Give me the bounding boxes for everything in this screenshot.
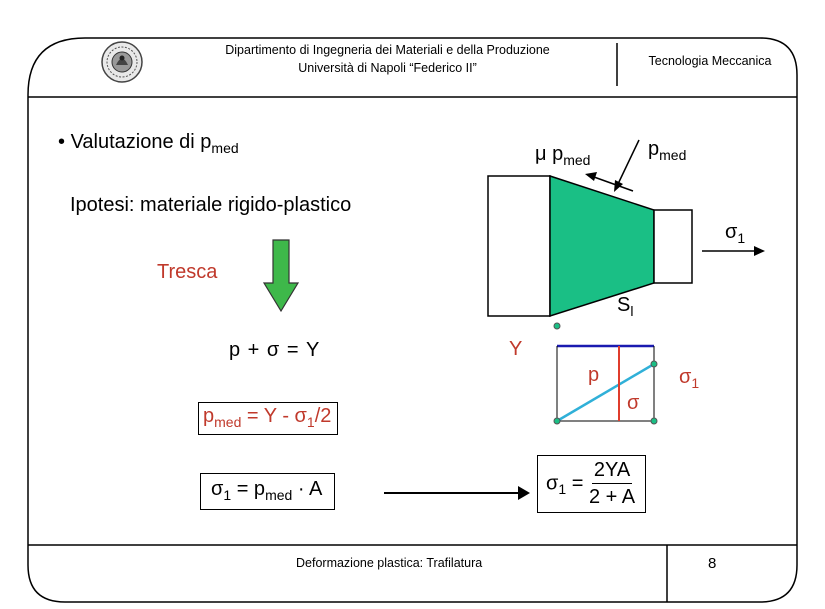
right-arrow-icon: [382, 482, 532, 504]
f1-eq: = p: [231, 478, 266, 500]
stress-line: [557, 364, 654, 421]
sigma1-sub: 1: [737, 230, 746, 246]
f2-sigma-sub: 1: [558, 481, 567, 498]
eq2-rest: = Y - σ: [241, 405, 307, 427]
formula-sigma1-result-box: [537, 455, 646, 513]
sl-label: [617, 294, 633, 317]
sigma1-stress-label: [679, 366, 699, 389]
eq2-p: p: [203, 405, 215, 427]
down-arrow-icon: [262, 238, 300, 314]
sigma1b-sub: 1: [691, 375, 700, 391]
f1-sigma-sub: 1: [223, 487, 232, 503]
f2-fraction: [589, 459, 635, 509]
eq2-end: /2: [314, 405, 332, 427]
footer-caption: Deformazione plastica: Trafilatura: [296, 556, 483, 570]
f2-eq: =: [566, 472, 589, 495]
page-number: 8: [708, 555, 717, 572]
pressure-label: [648, 138, 686, 161]
heading-text: Valutazione di p: [70, 131, 212, 153]
bullet: •: [58, 131, 66, 153]
header-department: [160, 41, 615, 77]
f2-denominator: 2 + A: [588, 486, 636, 508]
incoming-wire: [488, 176, 550, 316]
mu-sub: med: [563, 152, 591, 168]
hypothesis-text: Ipotesi: materiale rigido-plastico: [70, 194, 352, 216]
friction-label: [535, 143, 590, 166]
course-title: Tecnologia Meccanica: [648, 54, 772, 68]
pressure-p: p: [648, 138, 660, 160]
sigma1b-symbol: σ: [679, 366, 692, 388]
yield-label: Y: [509, 338, 523, 360]
eq2-sub1: 1: [306, 414, 315, 430]
eq2-sub: med: [214, 414, 242, 430]
formula-sigma1-box: [200, 473, 335, 510]
sigma1-label: [725, 221, 745, 244]
f1-rhs: · A: [292, 478, 323, 500]
pmed-equation-box: [198, 402, 338, 435]
section-heading: [58, 131, 239, 154]
mu-p: p: [546, 143, 564, 165]
university-line: Università di Napoli “Federico II”: [298, 61, 477, 75]
mu-symbol: μ: [535, 143, 547, 165]
sl-s: S: [617, 294, 631, 316]
sigma1-symbol: σ: [725, 221, 738, 243]
f2-numerator: 2YA: [592, 459, 632, 484]
f1-sub: med: [265, 487, 293, 503]
department-line: Dipartimento di Ingegneria dei Materiali e della Produzione: [225, 43, 550, 57]
p-label: p: [588, 364, 600, 386]
die-region: [550, 176, 654, 316]
sigma-label: σ: [627, 392, 640, 414]
heading-subscript: med: [211, 140, 239, 156]
f2-sigma: σ: [546, 472, 559, 495]
university-seal-icon: [100, 40, 144, 84]
tresca-label: Tresca: [157, 261, 218, 283]
outgoing-wire: [654, 210, 692, 283]
f1-sigma: σ: [211, 478, 224, 500]
sl-sub: l: [630, 303, 634, 319]
pressure-sub: med: [659, 147, 687, 163]
equilibrium-equation: p + σ = Y: [229, 339, 321, 361]
